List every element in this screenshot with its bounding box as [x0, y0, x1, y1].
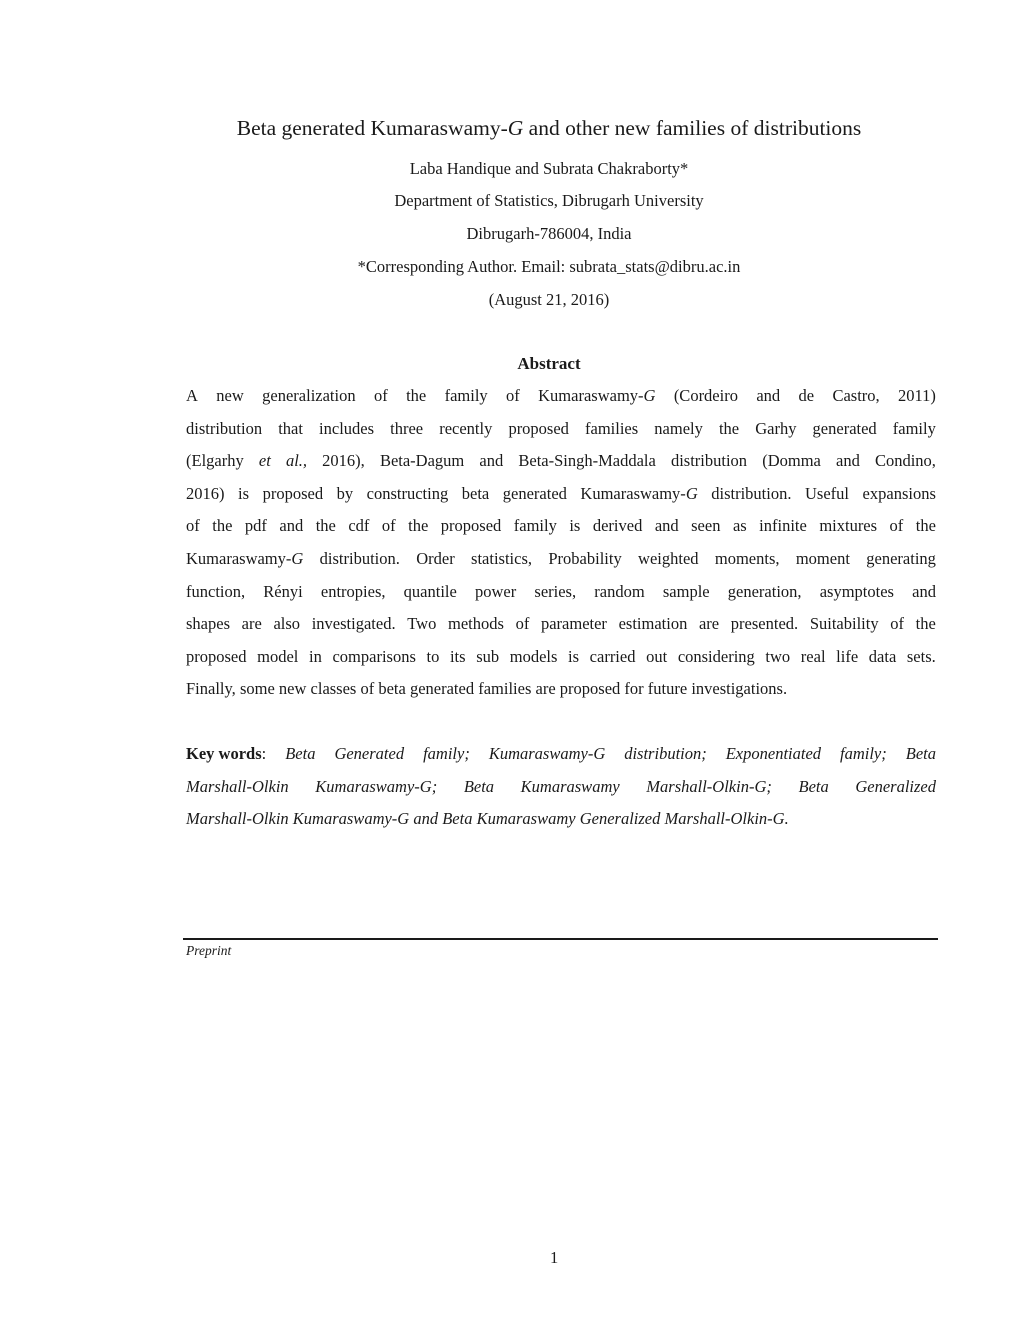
abstract-body	[186, 380, 936, 706]
abstract-line: of the pdf and the cdf of the proposed family is derived and seen as infinite mixtures of the	[186, 516, 936, 536]
abstract-line: Finally, some new classes of beta generated families are proposed for future investigations.	[186, 679, 788, 699]
abstract-line: 2016) is proposed by constructing beta generated Kumaraswamy-G distribution. Useful expansions	[186, 483, 936, 503]
abstract-line: distribution that includes three recently proposed families namely the Garhy generated family	[186, 418, 936, 438]
paper-title	[37, 113, 1024, 143]
title-text-end: and other new families of distributions	[523, 116, 862, 140]
keywords-line: Marshall-Olkin Kumaraswamy-G; Beta Kumaraswamy Marshall-Olkin-G; Beta Generalized	[186, 776, 936, 796]
author-line: Laba Handique and Subrata Chakraborty*	[409, 159, 689, 178]
abstract-heading: Abstract	[517, 354, 581, 373]
abstract-line: shapes are also investigated. Two methods of parameter estimation are presented. Suitability of the	[186, 614, 936, 634]
date-line: (August 21, 2016)	[488, 290, 610, 309]
location-line: Dibrugarh-786004, India	[466, 224, 632, 243]
corresponding-author-line: *Corresponding Author. Email: subrata_stats@dibru.ac.in	[357, 257, 741, 276]
keywords-line: Key words: Beta Generated family; Kumaraswamy-G distribution; Exponentiated family; Beta	[186, 744, 936, 763]
title-text: Beta generated Kumaraswamy-	[236, 116, 508, 140]
keywords-line: Marshall-Olkin Kumaraswamy-G and Beta Kumaraswamy Generalized Marshall-Olkin-G.	[186, 809, 789, 829]
preprint-label: Preprint	[186, 943, 232, 958]
abstract-line: A new generalization of the family of Kumaraswamy-G (Cordeiro and de Castro, 2011)	[186, 386, 936, 405]
department-line: Department of Statistics, Dibrugarh University	[394, 191, 704, 210]
page-number: 1	[550, 1248, 559, 1267]
keywords-block	[186, 738, 936, 836]
abstract-line: (Elgarhy et al., 2016), Beta-Dagum and Beta-Singh-Maddala distribution (Domma and Condino,	[186, 451, 936, 471]
footnote-rule	[183, 938, 938, 940]
abstract-line: proposed model in comparisons to its sub models is carried out considering two real life data sets.	[186, 646, 936, 666]
title-italic-g: G	[507, 116, 524, 140]
abstract-line: function, Rényi entropies, quantile power series, random sample generation, asymptotes and	[186, 581, 936, 601]
abstract-line: Kumaraswamy-G distribution. Order statistics, Probability weighted moments, moment generating	[186, 548, 936, 568]
